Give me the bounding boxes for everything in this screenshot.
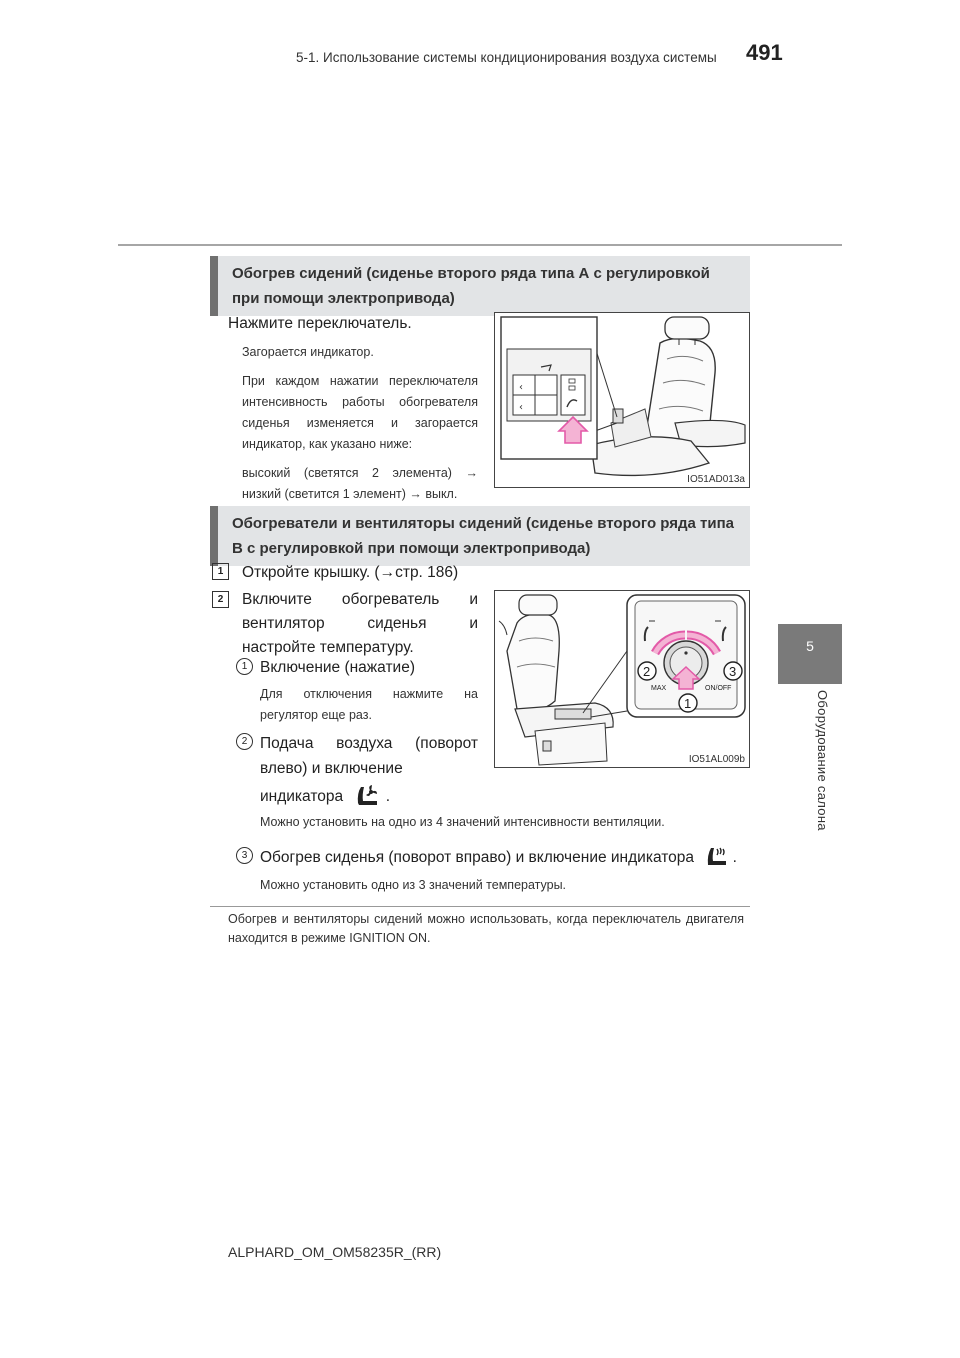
sub-2-text-indicator: индикатора .: [260, 783, 480, 809]
step-1-badge: 1: [212, 563, 229, 580]
seat-fan-icon: [353, 783, 381, 807]
sub-1-note: Для отключения нажмите на регулятор еще раз.: [260, 687, 478, 722]
section-a-text: [242, 342, 478, 505]
dial-onoff-label: ON/OFF: [705, 685, 732, 692]
running-header: 5-1. Использование системы кондиционирования воздуха системы: [296, 50, 717, 65]
svg-text:‹: ‹: [519, 402, 523, 413]
dial-callout-3: 3: [729, 664, 737, 679]
step-2-badge: 2: [212, 591, 229, 608]
chapter-title: Оборудование салона: [815, 690, 830, 831]
sub-2-note: Можно установить на одно из 4 значений интенсивности вентиляции.: [260, 815, 665, 829]
dial-callout-2: 2: [643, 664, 651, 679]
step-1-text: Откройте крышку. (→стр. 186): [242, 564, 459, 581]
sub-3-text-line: Обогрев сиденья (поворот вправо) и включение индикатора .: [260, 844, 750, 870]
seat-illustration-b: [495, 591, 749, 767]
image-code-a: IO51AD013a: [687, 474, 745, 485]
sub-3-text: Обогрев сиденья (поворот вправо) и включение индикатора: [260, 849, 695, 866]
seat-heater-switch-illustration: [494, 312, 750, 488]
chapter-number: 5: [806, 638, 814, 654]
footer-code: ALPHARD_OM_OM58235R_(RR): [228, 1244, 442, 1260]
seat-heater-icon: [704, 844, 728, 868]
seat-heater-dial-illustration: [494, 590, 750, 768]
dial-max-label: MAX: [651, 685, 667, 692]
sub-3-badge: 3: [236, 847, 253, 864]
section-a-instruction: Нажмите переключатель.: [228, 315, 412, 332]
section-a-p1: Загорается индикатор.: [242, 345, 374, 359]
dial-callout-1: 1: [684, 696, 692, 711]
seat-illustration-a: [495, 313, 749, 487]
sub-2-badge: 2: [236, 733, 253, 750]
chapter-tab: [778, 624, 842, 684]
step-2-text: Включите обогреватель и вентилятор сиденья и настройте температуру.: [242, 591, 478, 656]
note-text: Обогрев и вентиляторы сидений можно использовать, когда переключатель двигателя находится в режиме IGNITION ON.: [228, 912, 744, 945]
sub-2-indicator-label: индикатора: [260, 788, 344, 805]
header-rule: [118, 244, 842, 246]
sub-2-text: Подача воздуха (поворот влево) и включение: [260, 735, 478, 777]
section-a-p2: При каждом нажатии переключателя интенсивность работы обогревателя сиденья изменяется и загорается индикатор, как указано ниже:: [242, 374, 478, 451]
section-a-p3: высокий (светятся 2 элемента) → низкий (светится 1 элемент) → выкл.: [242, 466, 478, 501]
note-rule: [210, 906, 750, 907]
page-number: 491: [746, 40, 783, 65]
section-b-heading: Обогреватели и вентиляторы сидений (сиденье второго ряда типа В с регулировкой при помощи электропривода): [210, 506, 750, 566]
image-code-b: IO51AL009b: [688, 754, 745, 765]
section-a-heading: Обогрев сидений (сиденье второго ряда типа А с регулировкой при помощи электропривода): [210, 256, 750, 316]
svg-text:‹: ‹: [519, 382, 523, 393]
sub-1-badge: 1: [236, 658, 253, 675]
sub-3-note: Можно установить одно из 3 значений температуры.: [260, 878, 567, 892]
sub-1-text: Включение (нажатие): [260, 659, 415, 676]
